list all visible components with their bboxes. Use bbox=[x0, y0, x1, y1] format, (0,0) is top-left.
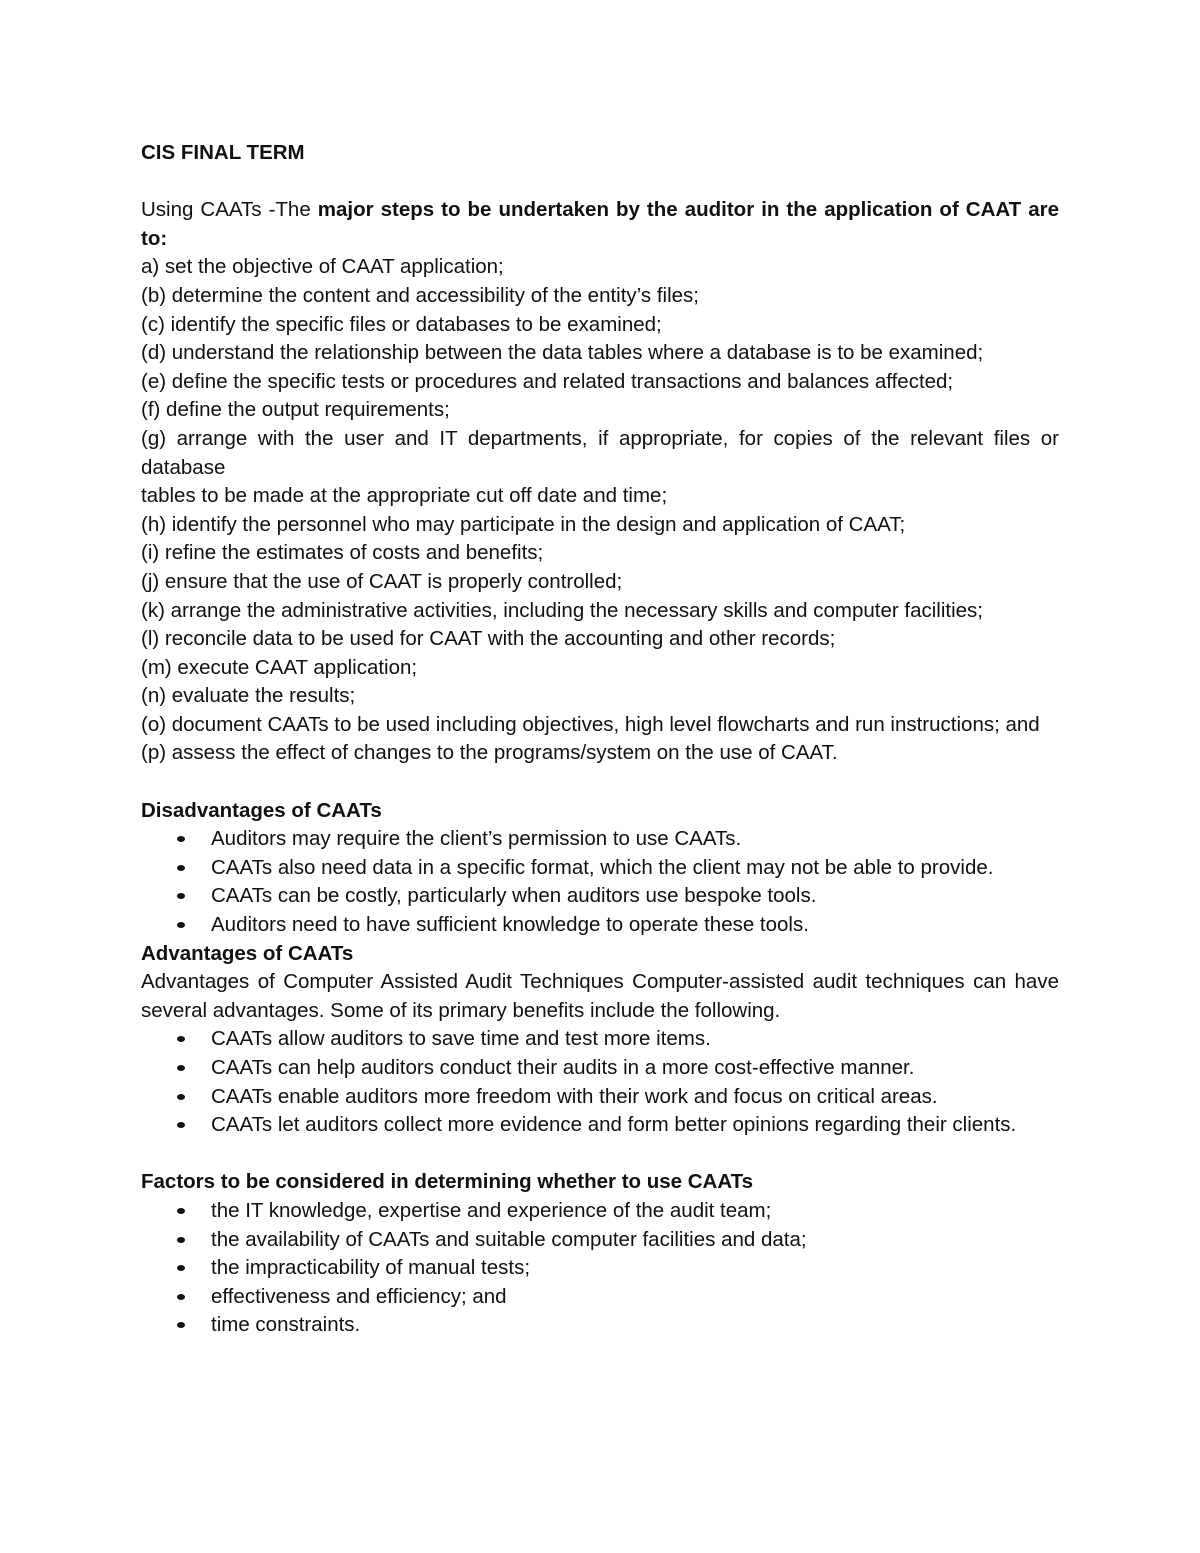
step-line: (f) define the output requirements; bbox=[141, 398, 450, 422]
list-item bbox=[211, 1254, 1059, 1283]
intro-paragraph bbox=[141, 196, 1059, 253]
list-item-text: CAATs allow auditors to save time and test more items. bbox=[211, 1027, 711, 1051]
disadvantages-heading: Disadvantages of CAATs bbox=[141, 798, 382, 822]
list-item bbox=[211, 1311, 1059, 1340]
bullet-icon bbox=[177, 1265, 185, 1271]
intro-lead: Using CAATs -The bbox=[141, 198, 318, 222]
step-line: (i) refine the estimates of costs and benefits; bbox=[141, 541, 544, 565]
step-line: (c) identify the specific files or databases to be examined; bbox=[141, 312, 662, 336]
disadvantages-list bbox=[141, 825, 1059, 939]
bullet-icon bbox=[177, 893, 185, 899]
list-item bbox=[211, 1197, 1059, 1226]
steps-list bbox=[141, 253, 1059, 768]
bullet-icon bbox=[177, 865, 185, 871]
list-item-text: the IT knowledge, expertise and experience of the audit team; bbox=[211, 1198, 772, 1222]
step-line: a) set the objective of CAAT application; bbox=[141, 255, 504, 279]
list-item-text: CAATs let auditors collect more evidence and form better opinions regarding their clients. bbox=[211, 1113, 1017, 1137]
step-line: (d) understand the relationship between the data tables where a database is to be examined; bbox=[141, 341, 984, 365]
list-item bbox=[211, 1054, 1059, 1083]
spacer bbox=[141, 1140, 1059, 1169]
factors-heading: Factors to be considered in determining whether to use CAATs bbox=[141, 1170, 754, 1194]
bullet-icon bbox=[177, 1065, 185, 1071]
bullet-icon bbox=[177, 1294, 185, 1300]
bullet-icon bbox=[177, 836, 185, 842]
bullet-icon bbox=[177, 1322, 185, 1328]
spacer bbox=[141, 768, 1059, 797]
list-item bbox=[211, 1025, 1059, 1054]
advantages-heading: Advantages of CAATs bbox=[141, 941, 354, 965]
advantages-paragraph: Advantages of Computer Assisted Audit Techniques Computer-assisted audit techniques can have several advantages. Some of its primary benefits include the following. bbox=[141, 970, 1059, 1022]
list-item bbox=[211, 1226, 1059, 1255]
bullet-icon bbox=[177, 1122, 185, 1128]
list-item-text: CAATs enable auditors more freedom with their work and focus on critical areas. bbox=[211, 1084, 938, 1108]
document-page bbox=[141, 139, 1059, 1340]
list-item bbox=[211, 1283, 1059, 1312]
list-item bbox=[211, 911, 1059, 940]
step-line: (n) evaluate the results; bbox=[141, 684, 356, 708]
step-line: (e) define the specific tests or procedures and related transactions and balances affected; bbox=[141, 369, 954, 393]
list-item bbox=[211, 1111, 1059, 1140]
factors-list bbox=[141, 1197, 1059, 1340]
step-line: (p) assess the effect of changes to the programs/system on the use of CAAT. bbox=[141, 741, 838, 765]
step-line: (j) ensure that the use of CAAT is properly controlled; bbox=[141, 569, 623, 593]
step-line: (o) document CAATs to be used including objectives, high level flowcharts and run instructions; and bbox=[141, 712, 1040, 736]
document-title: CIS FINAL TERM bbox=[141, 141, 305, 164]
list-item bbox=[211, 854, 1059, 883]
list-item-text: the impracticability of manual tests; bbox=[211, 1256, 531, 1280]
list-item-text: effectiveness and efficiency; and bbox=[211, 1284, 507, 1308]
step-line: (h) identify the personnel who may participate in the design and application of CAAT; bbox=[141, 512, 906, 536]
bullet-icon bbox=[177, 1237, 185, 1243]
step-line: (k) arrange the administrative activities, including the necessary skills and computer facilities; bbox=[141, 598, 984, 622]
list-item bbox=[211, 825, 1059, 854]
list-item-text: Auditors need to have sufficient knowledge to operate these tools. bbox=[211, 913, 809, 937]
step-line: (b) determine the content and accessibility of the entity’s files; bbox=[141, 283, 699, 307]
list-item-text: CAATs can help auditors conduct their audits in a more cost-effective manner. bbox=[211, 1056, 915, 1079]
step-line: tables to be made at the appropriate cut off date and time; bbox=[141, 484, 668, 508]
step-line: (m) execute CAAT application; bbox=[141, 655, 418, 679]
step-line: (g) arrange with the user and IT departments, if appropriate, for copies of the relevant files or database bbox=[141, 426, 1059, 479]
list-item-text: the availability of CAATs and suitable computer facilities and data; bbox=[211, 1227, 807, 1251]
intro-bold: major steps to be undertaken by the auditor in the application of CAAT are to: bbox=[141, 198, 1059, 250]
bullet-icon bbox=[177, 1208, 185, 1214]
list-item-text: time constraints. bbox=[211, 1313, 361, 1337]
bullet-icon bbox=[177, 922, 185, 928]
step-line: (l) reconcile data to be used for CAAT with the accounting and other records; bbox=[141, 627, 836, 651]
list-item-text: CAATs can be costly, particularly when auditors use bespoke tools. bbox=[211, 884, 817, 908]
list-item-text: Auditors may require the client’s permission to use CAATs. bbox=[211, 827, 742, 851]
list-item bbox=[211, 882, 1059, 911]
bullet-icon bbox=[177, 1094, 185, 1100]
bullet-icon bbox=[177, 1036, 185, 1042]
list-item bbox=[211, 1083, 1059, 1112]
advantages-list bbox=[141, 1025, 1059, 1139]
list-item-text: CAATs also need data in a specific format, which the client may not be able to provide. bbox=[211, 855, 994, 879]
